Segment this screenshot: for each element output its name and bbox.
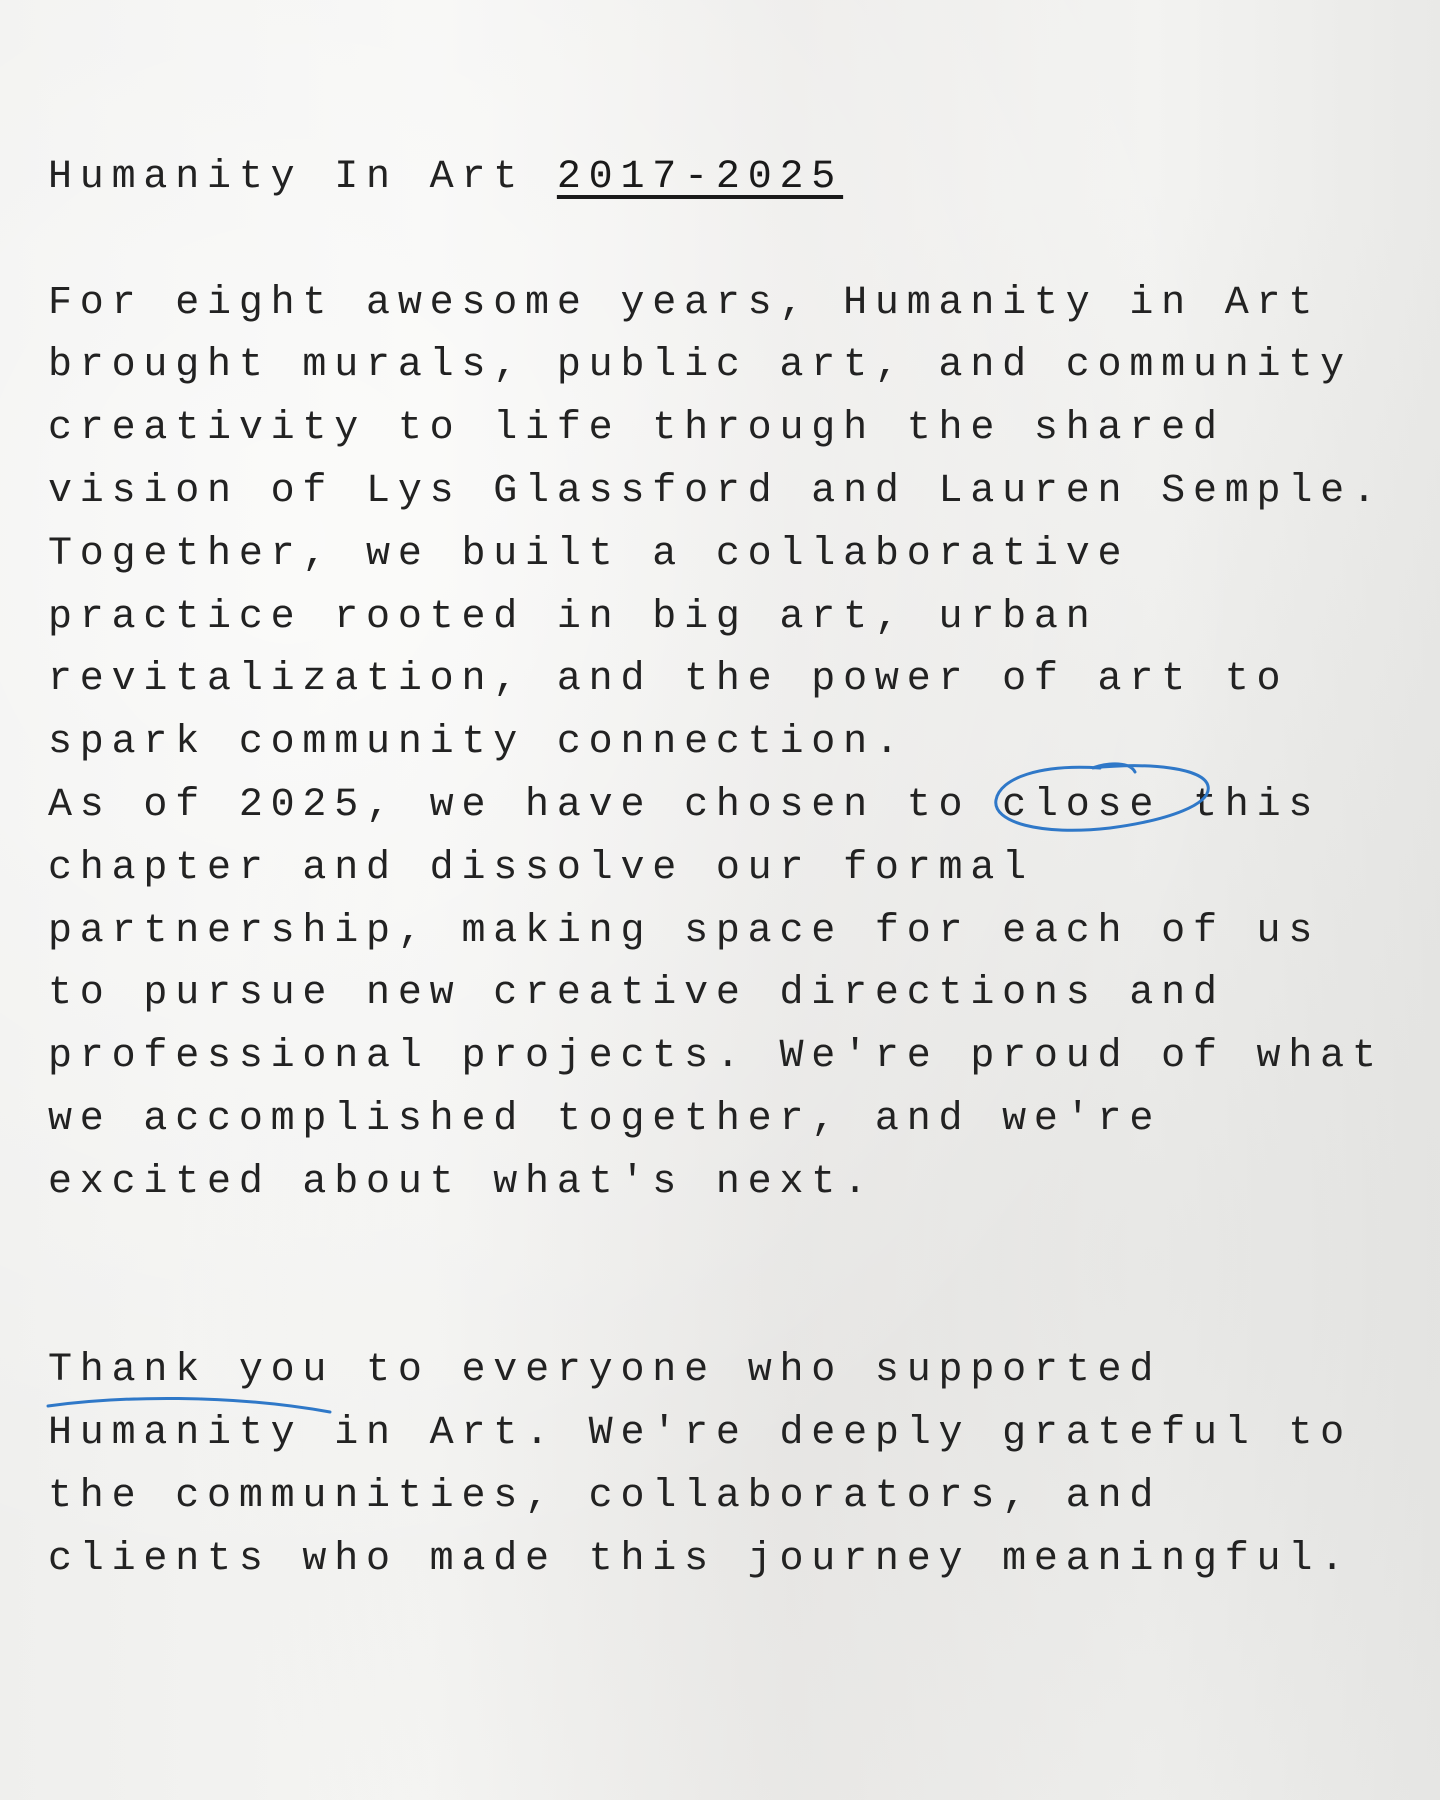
body-line: brought murals, public art, and community: [48, 343, 1352, 389]
circled-word: close: [1002, 782, 1162, 828]
body-line: Humanity in Art. We're deeply grateful to: [48, 1410, 1352, 1456]
body-line: professional projects. We're proud of what: [48, 1034, 1384, 1080]
body-line: spark community connection.: [48, 720, 907, 766]
text-segment: As of 2025, we have chosen to: [48, 782, 1003, 828]
blank-line: [48, 1215, 1428, 1278]
body-line: vision of Lys Glassford and Lauren Semple.: [48, 468, 1384, 514]
body-line: excited about what's next.: [48, 1159, 875, 1205]
body-line: partnership, making space for each of us: [48, 908, 1321, 954]
text-segment: this: [1161, 782, 1321, 828]
title-years: 2017-2025: [556, 155, 844, 200]
body-line: clients who made this journey meaningful.: [48, 1536, 1352, 1582]
text-segment: to everyone who supported: [334, 1348, 1162, 1394]
body-line: practice rooted in big art, urban: [48, 594, 1098, 640]
title-text: Humanity In Art: [48, 155, 557, 200]
body-line: to pursue new creative directions and: [48, 971, 1225, 1017]
letter: [48, 147, 1428, 1591]
blank-line: [48, 210, 1428, 273]
body-line: For eight awesome years, Humanity in Art: [48, 280, 1321, 326]
body-line: chapter and dissolve our formal: [48, 845, 1034, 891]
body-line: the communities, collaborators, and: [48, 1473, 1162, 1519]
body-line: Together, we built a collaborative: [48, 531, 1130, 577]
body-line: we accomplished together, and we're: [48, 1096, 1162, 1142]
blank-line: [48, 1277, 1428, 1340]
body-line: [48, 1340, 1428, 1403]
body-line: revitalization, and the power of art to: [48, 657, 1289, 703]
title: [48, 147, 1428, 210]
body-line: creativity to life through the shared: [48, 406, 1225, 452]
body-line: [48, 775, 1428, 838]
underlined-phrase: Thank you: [48, 1348, 335, 1394]
